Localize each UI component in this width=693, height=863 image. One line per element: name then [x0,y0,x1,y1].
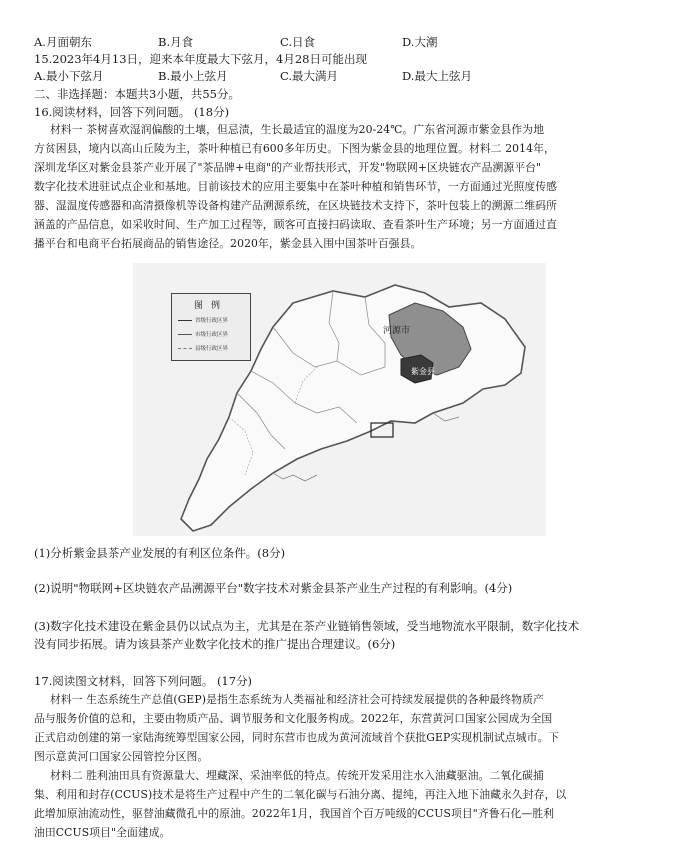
q16-heading: 16.阅读材料，回答下列问题。 (18分) [34,105,230,119]
map-legend [171,293,251,361]
q17-material-line: 集、利用和封存(CCUS)技术是将生产过程中产生的二氧化碳与石油分离、提纯，再注入地下油藏永久封存，以 [34,788,567,801]
q16-question-1: (1)分析紫金县茶产业发展的有利区位条件。(8分) [34,546,286,560]
q16-material-line: 播平台和电商平台拓展商品的销售途径。2020年，紫金县入围中国茶叶百强县。 [34,237,422,250]
section-heading: 二、非选择题：本题共3小题，共55分。 [34,87,240,101]
q16-material-line: 深圳龙华区对紫金县茶产业开展了"茶品牌+电商"的产业帮扶形式，开发"物联网+区块链农产品溯源平台" [34,161,542,174]
q17-material-line: 油田CCUS项目"全面建成。 [34,826,171,839]
q15-stem: 15.2023年4月13日，迎来本年度最大下弦月，4月28日可能出现 [34,52,367,66]
q14-option-c: C.日食 [280,35,316,49]
q17-material-line: 此增加原油流动性，驱替油藏微孔中的原油。2022年1月，我国首个百万吨级的CCUS项目"齐鲁石化—胜利 [34,807,555,820]
q14-option-d: D.大潮 [402,35,438,49]
q16-material-line: 方贫困县，境内以高山丘陵为主，茶叶种植已有600多年历史。下图为紫金县的地理位置。材料二 2014年， [34,142,555,155]
q16-question-3-line2: 没有同步拓展。请为该县茶产业数字化技术的推广提出合理建议。(6分) [34,637,396,651]
legend-label: 市级行政区界 [195,332,229,338]
q16-material-line: 涵盖的产品信息，如采收时间、生产加工过程等，顾客可直接扫码读取、查看茶叶生产环境；另一方面通过直 [34,218,558,231]
legend-item-county [178,344,228,352]
q15-option-c: C.最大满月 [280,69,339,83]
q16-material-line: 数字化技术进驻试点企业和基地。目前该技术的应用主要集中在茶叶种植和销售环节，一方面通过光照度传感 [34,180,558,193]
q16-question-2: (2)说明"物联网+区块链农产品溯源平台"数字技术对紫金县茶产业生产过程的有利影响。(4分) [34,581,513,595]
q14-option-a: A.月面朝东 [34,35,92,49]
legend-title: 图例 [194,301,229,311]
q17-material-line: 材料二 胜利油田具有资源量大、埋藏深、采油率低的特点。传统开发采用注水入油藏驱油。二氧化碳捕 [50,769,544,782]
q17-material-line: 材料一 生态系统生产总值(GEP)是指生态系统为人类福祉和经济社会可持续发展提供的各种最终物质产 [50,693,544,706]
q17-material-line: 品与服务价值的总和，主要由物质产品、调节服务和文化服务构成。2022年，东营黄河口国家公园成为全国 [34,712,553,725]
q16-question-3-line1: (3)数字化技术建设在紫金县仍以试点为主，尤其是在茶产业链销售领域，受当地物流水平限制，数字化技术 [34,619,580,633]
q17-heading: 17.阅读图文材料，回答下列问题。 (17分) [34,674,253,688]
legend-label: 县级行政区界 [195,346,229,352]
q15-option-b: B.最小上弦月 [158,69,228,83]
q17-material-line: 图示意黄河口国家公园管控分区图。 [34,750,209,763]
q15-option-a: A.最小下弦月 [34,69,104,83]
zijin-label: 紫金县 [411,367,435,376]
guangdong-map [133,263,546,536]
q16-material-line: 材料一 茶树喜欢湿润偏酸的土壤，但忌渍，生长最适宜的温度为20-24℃。广东省河源市紫金县作为地 [50,123,545,136]
q15-option-d: D.最大上弦月 [402,69,472,83]
q16-material-line: 器、湿温度传感器和高清摄像机等设备构建产品溯源系统，在区块链技术支持下，茶叶包装上的溯源二维码所 [34,199,558,212]
legend-label: 省级行政区界 [195,318,229,324]
q17-material-line: 正式启动创建的第一家陆海统筹型国家公园，同时东营市也成为黄河流域首个获批GEP实现机制试点城市。下 [34,731,560,744]
province-boundary-swatch [178,320,192,321]
county-boundary-swatch [178,348,192,349]
legend-item-city [178,330,228,338]
city-boundary-swatch [178,334,192,335]
q14-option-b: B.月食 [158,35,194,49]
legend-item-province [178,316,228,324]
heyuan-label: 河源市 [383,326,411,336]
